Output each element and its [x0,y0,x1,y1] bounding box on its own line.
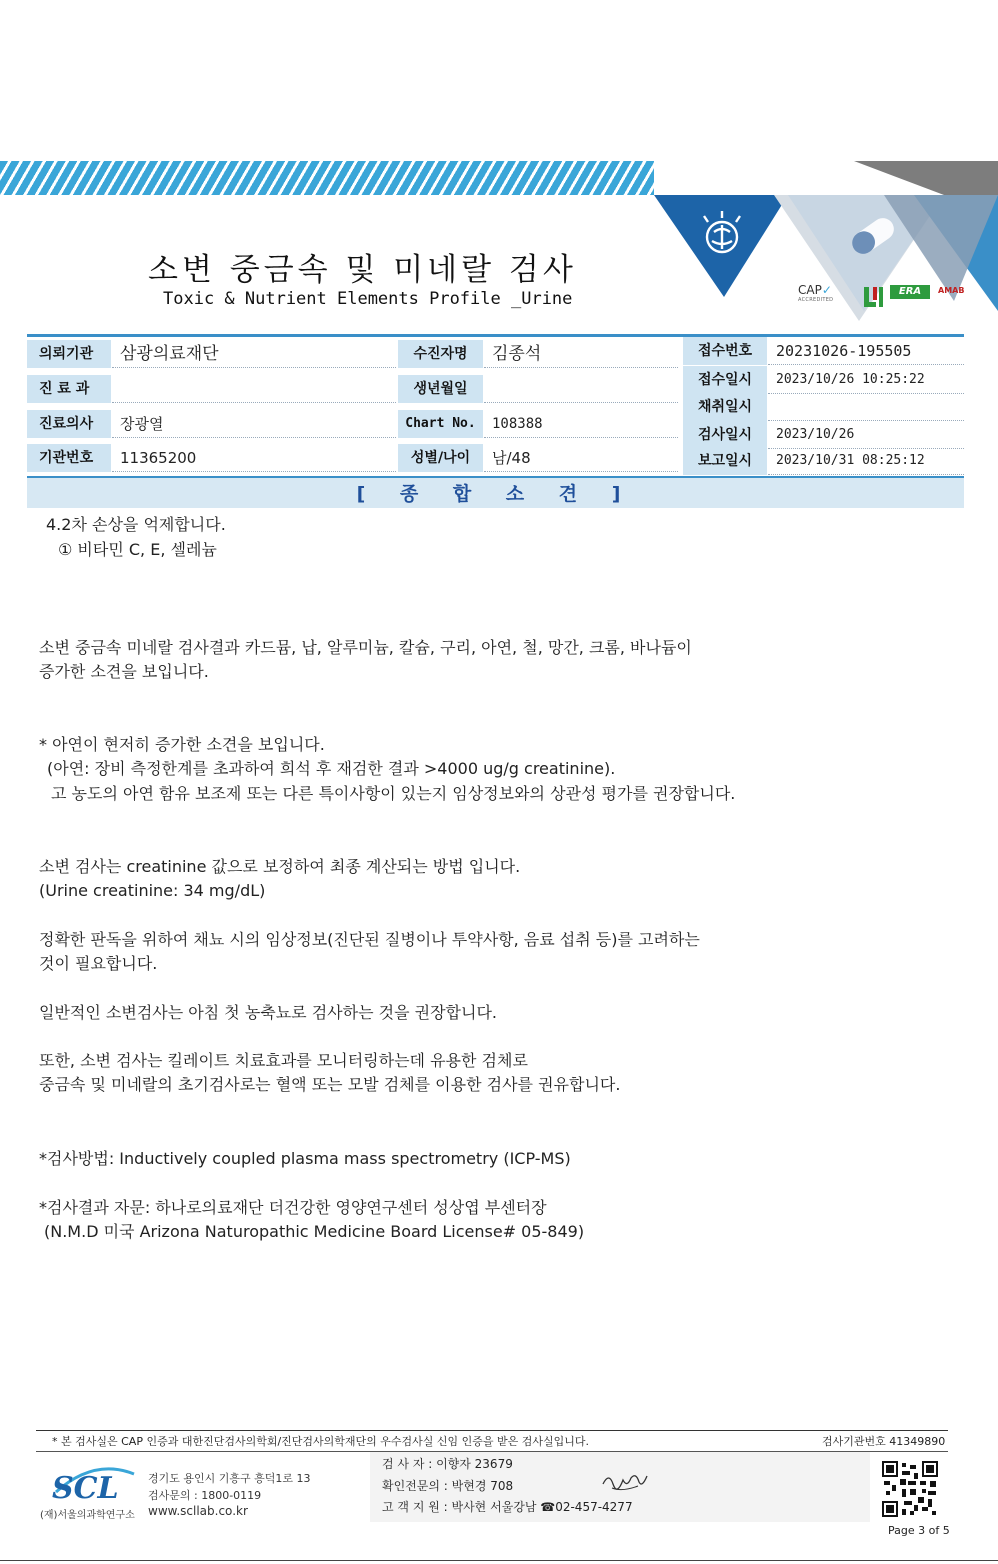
report-date-value: 2023/10/31 08:25:12 [768,447,964,475]
opinion-line: 중금속 및 미네랄의 초기검사로는 혈액 또는 모발 검체를 이용한 검사를 권유합니다. [39,1075,621,1094]
opinion-line: 소변 중금속 미네랄 검사결과 카드뮴, 납, 알루미늄, 칼슘, 구리, 아연, 철, 망간, 크롬, 바나듐이 [39,638,692,657]
report-date-label: 보고일시 [683,447,767,475]
receipt-date-value: 2023/10/26 10:25:22 [768,366,964,394]
signature [600,1468,650,1494]
lab-website[interactable]: www.scllab.co.kr [148,1504,248,1518]
qr-code-icon [882,1461,938,1517]
footer-top-rule [36,1430,948,1431]
opinion-line: 것이 필요합니다. [39,954,158,973]
opinion-line: 또한, 소변 검사는 킬레이트 치료효과를 모니터링하는데 유용한 검체로 [39,1051,528,1070]
footer-bottom-rule [0,1560,998,1561]
requester-value: 삼광의료재단 [112,340,396,368]
scl-logo [50,1462,138,1502]
era-logo: ERA [890,285,930,299]
lab-code: 검사기관번호 41349890 [822,1435,946,1448]
collection-date-label: 채취일시 [683,393,767,421]
sex-age-label: 성별/나이 [398,444,483,472]
lab-address: 경기도 용인시 기흥구 흥덕1로 13 [148,1472,311,1485]
opinion-line: (Urine creatinine: 34 mg/dL) [39,881,266,900]
patient-name-value: 김종석 [484,340,678,368]
opinion-line: (아연: 장비 측정한계를 초과하여 희석 후 재검한 결과 >4000 ug/g creatinine). [47,759,616,778]
confirming-specialist: 확인전문의 : 박현경 708 [382,1479,514,1493]
opinion-line: 4.2차 손상을 억제합니다. [46,515,226,534]
cap-accredited-text: ACCREDITED [798,297,834,303]
lm-logo-icon [864,285,886,309]
department-label: 진 료 과 [27,375,111,403]
institution-number-value: 11365200 [112,444,396,472]
opinion-heading: [ 종 합 소 견 ] [27,476,964,508]
patient-name-label: 수진자명 [398,340,483,368]
test-date-label: 검사일시 [683,421,767,449]
header-stripe-band [0,161,672,195]
department-value [112,375,396,403]
birth-date-value [484,375,678,403]
amab-logo: AMAB [938,286,965,295]
lab-phone: 검사문의 : 1800-0119 [148,1489,262,1502]
opinion-line: 고 농도의 아연 함유 보조제 또는 다른 특이사항이 있는지 임상정보와의 상관성 평가를 권장합니다. [51,784,736,803]
receipt-number-value: 20231026-195505 [768,337,964,365]
opinion-line: 정확한 판독을 위하여 채뇨 시의 임상정보(진단된 질병이나 투약사항, 음료 섭취 등)를 고려하는 [39,930,700,949]
sex-age-value: 남/48 [484,444,678,472]
receipt-number-label: 접수번호 [683,337,767,365]
opinion-line: * 아연이 현저히 증가한 소견을 보입니다. [39,735,325,754]
examiner: 검 사 자 : 이향자 23679 [382,1457,513,1471]
institution-number-label: 기관번호 [27,444,111,472]
birth-date-label: 생년월일 [398,375,483,403]
doctor-value: 장광열 [112,410,396,438]
opinion-line: *검사결과 자문: 하나로의료재단 더건강한 영양연구센터 성상엽 부센터장 [39,1198,547,1217]
opinion-line: (N.M.D 미국 Arizona Naturopathic Medicine Board License# 05-849) [44,1222,585,1241]
checkmark-icon: ✓ [821,283,832,297]
lab-name: (재)서울의과학연구소 [40,1510,135,1521]
certification-note: * 본 검사실은 CAP 인증과 대한진단검사의학회/진단검사의학재단의 우수검사실 신임 인증을 받은 검사실입니다. [52,1435,590,1448]
page-number: Page 3 of 5 [888,1524,950,1537]
test-date-value: 2023/10/26 [768,421,964,449]
customer-support: 고 객 지 원 : 박사현 서울강남 ☎02-457-4277 [382,1500,633,1514]
certification-logos [798,284,970,312]
opinion-line: 증가한 소견을 보입니다. [39,662,209,681]
scl-logo-text: SCL [52,1471,119,1502]
report-title-english: Toxic & Nutrient Elements Profile _Urine [163,289,573,309]
report-title-korean: 소변 중금속 및 미네랄 검사 [148,252,577,288]
cap-logo: CAP✓ [798,283,832,297]
doctor-label: 진료의사 [27,410,111,438]
opinion-line: ① 비타민 C, E, 셀레늄 [58,540,217,559]
opinion-line: *검사방법: Inductively coupled plasma mass spectrometry (ICP-MS) [39,1149,571,1168]
opinion-line: 소변 검사는 creatinine 값으로 보정하여 최종 계산되는 방법 입니다. [39,857,521,876]
chart-number-value: 108388 [484,410,678,438]
receipt-date-label: 접수일시 [683,366,767,394]
collection-date-value [768,393,964,421]
opinion-line: 일반적인 소변검사는 아침 첫 농축뇨로 검사하는 것을 권장합니다. [39,1003,498,1022]
chart-number-label: Chart No. [398,410,483,438]
requester-label: 의뢰기관 [27,340,111,368]
